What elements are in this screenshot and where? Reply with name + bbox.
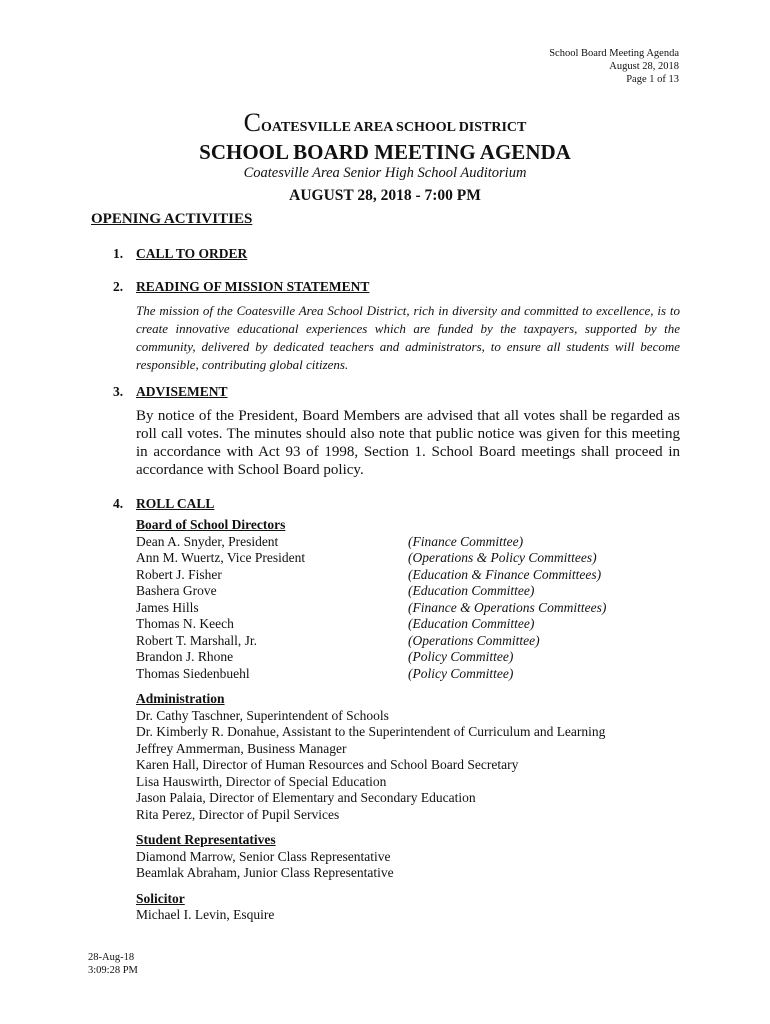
agenda-title: SCHOOL BOARD MEETING AGENDA (199, 140, 571, 164)
item-number: 1. (113, 246, 124, 261)
student-rep: Beamlak Abraham, Junior Class Representative (136, 865, 394, 880)
director-row (136, 534, 680, 551)
directors-heading: Board of School Directors (136, 517, 286, 532)
title-block (0, 110, 770, 207)
roll-call-section (136, 517, 680, 924)
agenda-item-advisement (113, 384, 228, 400)
meeting-datetime: AUGUST 28, 2018 - 7:00 PM (289, 187, 481, 204)
director-name: Brandon J. Rhone (136, 649, 234, 664)
director-name: James Hills (136, 599, 199, 615)
director-committee: (Operations Committee) (408, 632, 540, 648)
meeting-venue: Coatesville Area Senior High School Auditorium (243, 165, 527, 181)
administration-block (136, 691, 680, 823)
director-row (136, 567, 680, 584)
student-reps-heading: Student Representatives (136, 832, 276, 847)
director-committee: (Education Committee) (408, 616, 535, 631)
director-committee: (Education Committee) (408, 583, 535, 598)
item-label: ADVISEMENT (136, 384, 228, 399)
item-number: 4. (113, 496, 124, 511)
director-row (136, 583, 680, 600)
solicitor-heading: Solicitor (136, 890, 185, 906)
director-name: Robert T. Marshall, Jr. (136, 632, 257, 648)
solicitor-name: Michael I. Levin, Esquire (136, 907, 275, 922)
director-name: Thomas Siedenbuehl (136, 665, 250, 681)
director-committee: (Finance & Operations Committees) (408, 599, 607, 615)
director-row (136, 600, 680, 617)
admin-member: Jason Palaia, Director of Elementary and Secondary Education (136, 790, 476, 805)
director-name: Ann M. Wuertz, Vice President (136, 550, 306, 565)
director-row (136, 633, 680, 650)
administration-heading: Administration (136, 691, 225, 706)
district-initial: C (243, 108, 261, 137)
agenda-item-call-to-order (113, 246, 247, 262)
header-date: August 28, 2018 (609, 61, 679, 72)
director-name: Dean A. Snyder, President (136, 533, 279, 549)
opening-activities-heading: OPENING ACTIVITIES (91, 211, 253, 227)
agenda-item-mission (113, 279, 369, 295)
item-label: READING OF MISSION STATEMENT (136, 279, 370, 294)
item-number: 2. (113, 279, 124, 294)
student-reps-block (136, 832, 680, 882)
admin-member: Rita Perez, Director of Pupil Services (136, 806, 340, 822)
item-label: CALL TO ORDER (136, 246, 248, 261)
agenda-item-roll-call (113, 496, 214, 512)
item-number: 3. (113, 384, 124, 399)
director-committee: (Operations & Policy Committees) (408, 550, 597, 565)
director-row (136, 666, 680, 683)
director-row (136, 616, 680, 633)
director-committee: (Education & Finance Committees) (408, 566, 602, 582)
admin-member: Karen Hall, Director of Human Resources and School Board Secretary (136, 757, 519, 772)
admin-member: Dr. Kimberly R. Donahue, Assistant to the Superintendent of Curriculum and Learning (136, 724, 606, 739)
director-committee: (Policy Committee) (408, 649, 514, 664)
admin-member: Dr. Cathy Taschner, Superintendent of Schools (136, 707, 389, 723)
admin-member: Lisa Hauswirth, Director of Special Education (136, 773, 387, 789)
director-committee: (Finance Committee) (408, 533, 524, 549)
district-name (0, 110, 770, 141)
page-header (549, 47, 679, 86)
director-name: Robert J. Fisher (136, 566, 222, 582)
advisement-text: By notice of the President, Board Members are advised that all votes shall be regarded as roll call votes. The minutes should also note that public notice was given for this meeting in accordance with Act 93 of 1998, Section 1. School Board meetings shall proceed in accordance with School Board policy. (136, 408, 680, 478)
item-label: ROLL CALL (136, 496, 215, 511)
directors-list (136, 534, 680, 683)
director-name: Thomas N. Keech (136, 616, 234, 631)
student-rep: Diamond Marrow, Senior Class Representative (136, 848, 391, 864)
director-committee: (Policy Committee) (408, 665, 514, 681)
director-row (136, 550, 680, 567)
mission-statement: The mission of the Coatesville Area School District, rich in diversity and committed to excellence, is to create innovative educational experiences which are funded by the taxpayers, supported by the community, delivered by dedicated teachers and administrators, to ensure all students will become responsible, contributing global citizens. (136, 303, 680, 372)
footer-date: 28-Aug-18 (88, 952, 135, 963)
director-name: Bashera Grove (136, 583, 217, 598)
admin-member: Jeffrey Ammerman, Business Manager (136, 740, 347, 756)
footer-time: 3:09:28 PM (88, 965, 138, 976)
solicitor-block (136, 891, 680, 924)
district-rest: OATESVILLE AREA SCHOOL DISTRICT (260, 120, 527, 135)
page-footer (88, 951, 138, 977)
header-page-number: Page 1 of 13 (626, 74, 679, 85)
director-row (136, 649, 680, 666)
header-doc-title: School Board Meeting Agenda (549, 48, 679, 59)
